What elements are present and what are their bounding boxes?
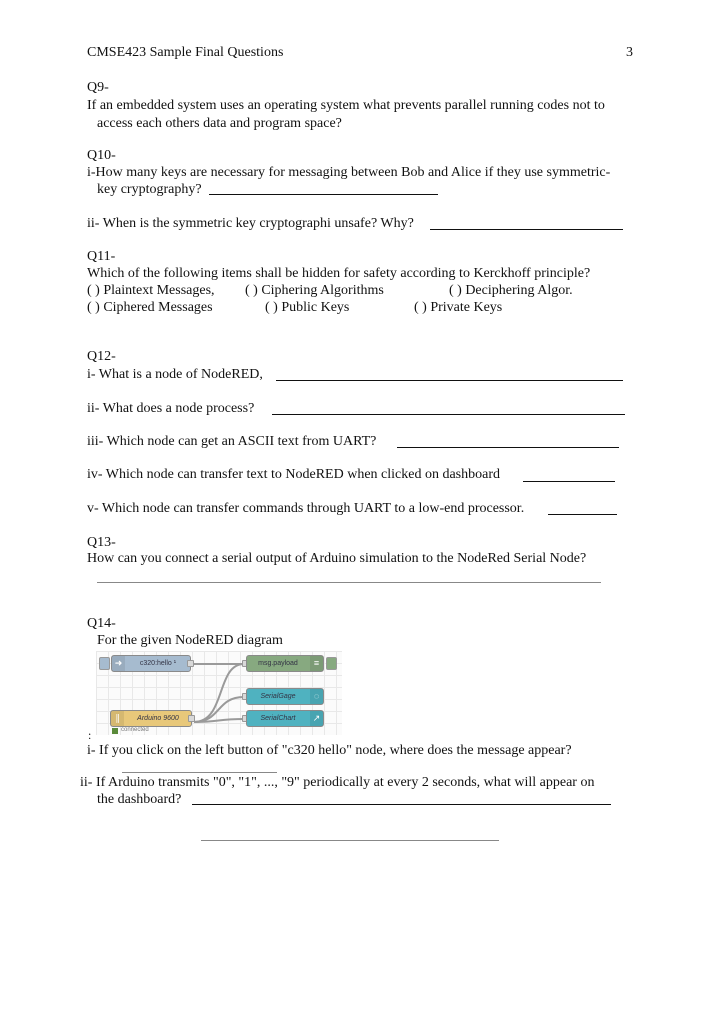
q14-i: i- If you click on the left button of "c320 hello" node, where does the message appear? [87,743,572,758]
answer-line[interactable] [192,804,611,805]
inject-button[interactable] [99,657,110,670]
q14-label: Q14- [87,616,116,631]
serial-in-node[interactable] [110,710,192,727]
answer-line[interactable] [397,447,619,448]
q11-label: Q11- [87,249,116,264]
q12-iv: iv- Which node can transfer text to NodeRED when clicked on dashboard [87,467,500,482]
chart-node-label: SerialChart [260,715,296,722]
answer-line[interactable] [430,229,623,230]
q11-option[interactable]: ( ) Public Keys [265,300,350,315]
q14-ii-line2: the dashboard? [97,792,182,807]
q14-prompt: For the given NodeRED diagram [97,633,283,648]
debug-node[interactable] [246,655,324,672]
q12-v: v- Which node can transfer commands through UART to a low-end processor. [87,501,525,516]
list-icon: ≡ [310,656,323,671]
chart-node[interactable] [246,710,324,727]
nodered-diagram [96,651,342,735]
q9-text-line1: If an embedded system uses an operating system what prevents parallel running codes not to [87,98,605,113]
output-port[interactable] [187,660,194,667]
q11-option[interactable]: ( ) Ciphering Algorithms [245,283,384,298]
answer-line[interactable] [276,380,623,381]
q10-ii: ii- When is the symmetric key cryptographi unsafe? Why? [87,216,414,231]
q12-ii: ii- What does a node process? [87,401,255,416]
q9-text-line2: access each others data and program space? [97,116,342,131]
q11-option[interactable]: ( ) Deciphering Algor. [449,283,573,298]
answer-line[interactable] [548,514,617,515]
gauge-icon: ◌ [310,689,323,704]
q14-ii-line1: ii- If Arduino transmits "0", "1", ..., "9" periodically at every 2 seconds, what will appear on [80,775,595,790]
answer-line[interactable] [209,194,438,195]
q14-colon: : [88,728,92,742]
serial-port-icon: ∥ [111,711,124,726]
q11-prompt: Which of the following items shall be hidden for safety according to Kerckhoff principle? [87,266,591,281]
serial-status-text: connected [121,727,149,733]
serial-node-label: Arduino 9600 [137,715,179,722]
q12-i: i- What is a node of NodeRED, [87,367,263,382]
debug-node-label: msg.payload [258,660,298,667]
q13-prompt: How can you connect a serial output of Arduino simulation to the NodeRed Serial Node? [87,551,587,566]
q12-label: Q12- [87,349,116,364]
q10-i-line1: i-How many keys are necessary for messaging between Bob and Alice if they use symmetric- [87,165,611,180]
answer-line[interactable] [523,481,615,482]
inject-node-label: c320:hello ¹ [139,660,177,667]
page-header-title: CMSE423 Sample Final Questions [87,45,284,60]
answer-line[interactable] [201,840,499,841]
q10-i-line2: key cryptography? [97,182,202,197]
q11-option[interactable]: ( ) Ciphered Messages [87,300,213,315]
status-dot-icon [112,728,118,734]
page-number: 3 [626,45,633,60]
q13-label: Q13- [87,535,116,550]
gauge-node[interactable] [246,688,324,705]
q9-label: Q9- [87,80,109,95]
output-port[interactable] [188,715,195,722]
q12-iii: iii- Which node can get an ASCII text from UART? [87,434,377,449]
q11-option[interactable]: ( ) Private Keys [414,300,503,315]
wire [194,664,244,722]
q11-option[interactable]: ( ) Plaintext Messages, [87,283,215,298]
answer-line[interactable] [122,772,277,773]
answer-line[interactable] [97,582,601,583]
q10-label: Q10- [87,148,116,163]
inject-node[interactable] [111,655,191,672]
arrow-right-icon: ➜ [112,656,125,671]
gauge-node-label: SerialGage [260,693,296,700]
answer-line[interactable] [272,414,625,415]
debug-toggle-button[interactable] [326,657,337,670]
line-chart-icon: ↗ [310,711,323,726]
